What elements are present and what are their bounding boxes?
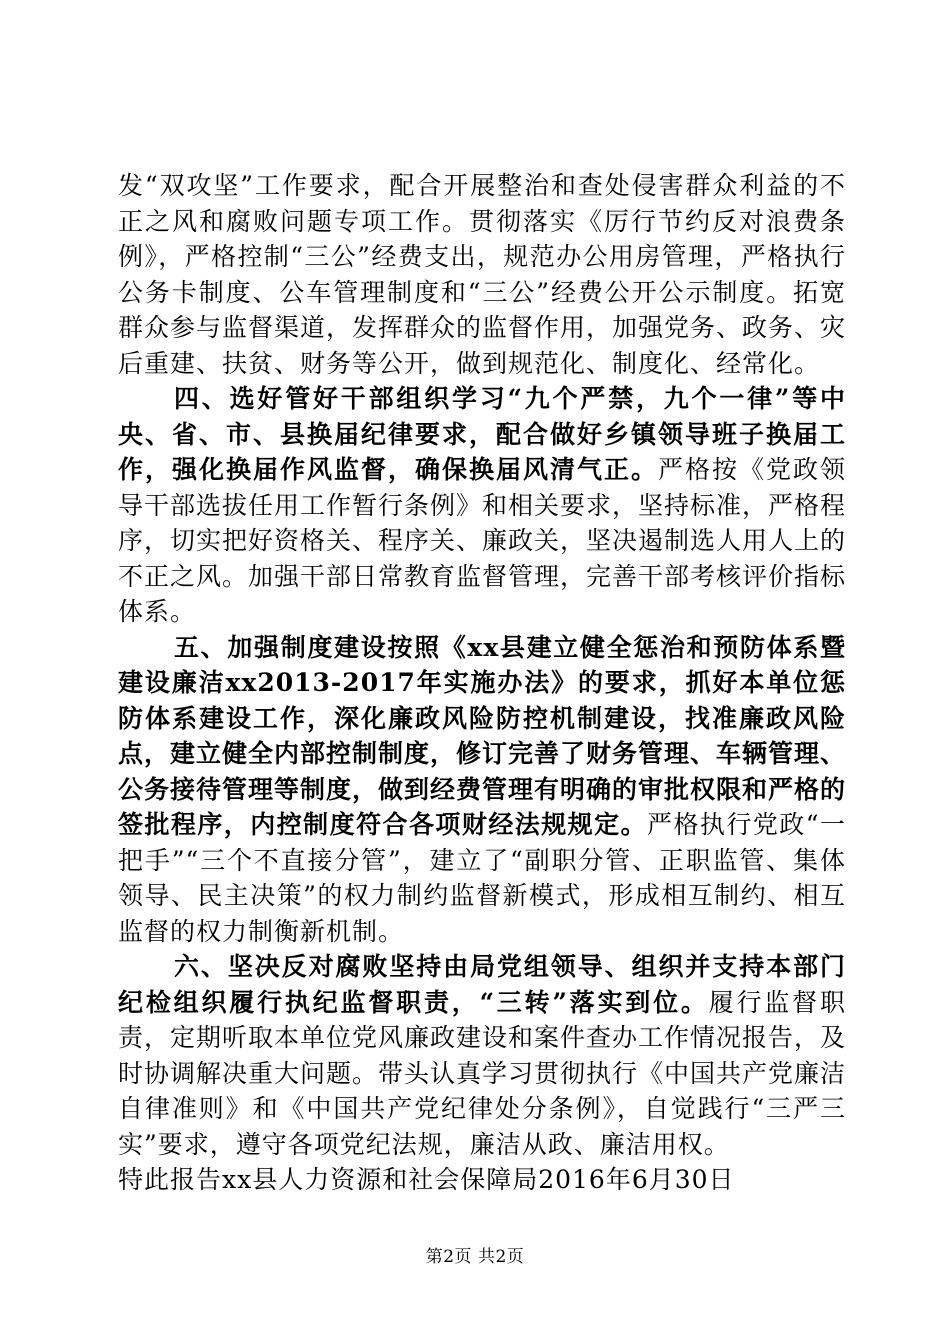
paragraph-lead: 四、选好管好干部组织学习“九个严禁，九个一律”等中央、省、市、县换届纪律要求，配合做好乡镇领导班子换届工作，强化换届作风监督，确保换届风清气正。	[118, 384, 846, 484]
paragraph-closing	[118, 1162, 846, 1198]
document-body	[118, 168, 846, 1198]
paragraph-section-six	[118, 949, 846, 1162]
paragraph-section-four	[118, 381, 846, 630]
paragraph-text: 发“双攻坚”工作要求，配合开展整治和查处侵害群众利益的不正之风和腐败问题专项工作。贯彻落实《厉行节约反对浪费条例》，严格控制“三公”经费支出，规范办公用房管理，严格执行公务卡制度、公车管理制度和“三公”经费公开公示制度。拓宽群众参与监督渠道，发挥群众的监督作用，加强党务、政务、灾后重建、扶贫、财务等公开，做到规范化、制度化、经常化。	[118, 171, 847, 378]
paragraph-lead: 六、坚决反对腐败坚持由局党组领导、组织并支持本部门纪检组织履行执纪监督职责，“三转”落实到位。	[118, 952, 846, 1017]
paragraph-text: 严格执行党政“一把手”“三个不直接分管”，建立了“副职分管、正职监管、集体领导、民主决策”的权力制约监督新模式，形成相互制约、相互监督的权力制衡新机制。	[118, 810, 846, 946]
paragraph-text: 特此报告xx县人力资源和社会保障局2016年6月30日	[118, 1165, 735, 1194]
paragraph-lead: 五、加强制度建设按照《xx县建立健全惩治和预防体系暨建设廉洁xx2013-2017年实施办法》的要求，抓好本单位惩防体系建设工作，深化廉政风险防控机制建设，找准廉政风险点，建立健全内部控制制度，修订完善了财务管理、车辆管理、公务接待管理等制度，做到经费管理有明确的审批权限和严格的签批程序，内控制度符合各项财经法规规定。	[118, 632, 847, 839]
paragraph-section-five	[118, 630, 846, 950]
paragraph-text: 严格按《党政领导干部选拔任用工作暂行条例》和相关要求，坚持标准，严格程序，切实把好资格关、程序关、廉政关，坚决遏制选人用人上的不正之风。加强干部日常教育监督管理，完善干部考核评价指标体系。	[118, 455, 847, 626]
page-number-footer: 第2页 共2页	[425, 1247, 525, 1267]
paragraph-continuation	[118, 168, 846, 381]
paragraph-text: 履行监督职责，定期听取本单位党风廉政建设和案件查办工作情况报告，及时协调解决重大问题。带头认真学习贯彻执行《中国共产党廉洁自律准则》和《中国共产党纪律处分条例》，自觉践行“三严三实”要求，遵守各项党纪法规，廉洁从政、廉洁用权。	[118, 987, 847, 1159]
